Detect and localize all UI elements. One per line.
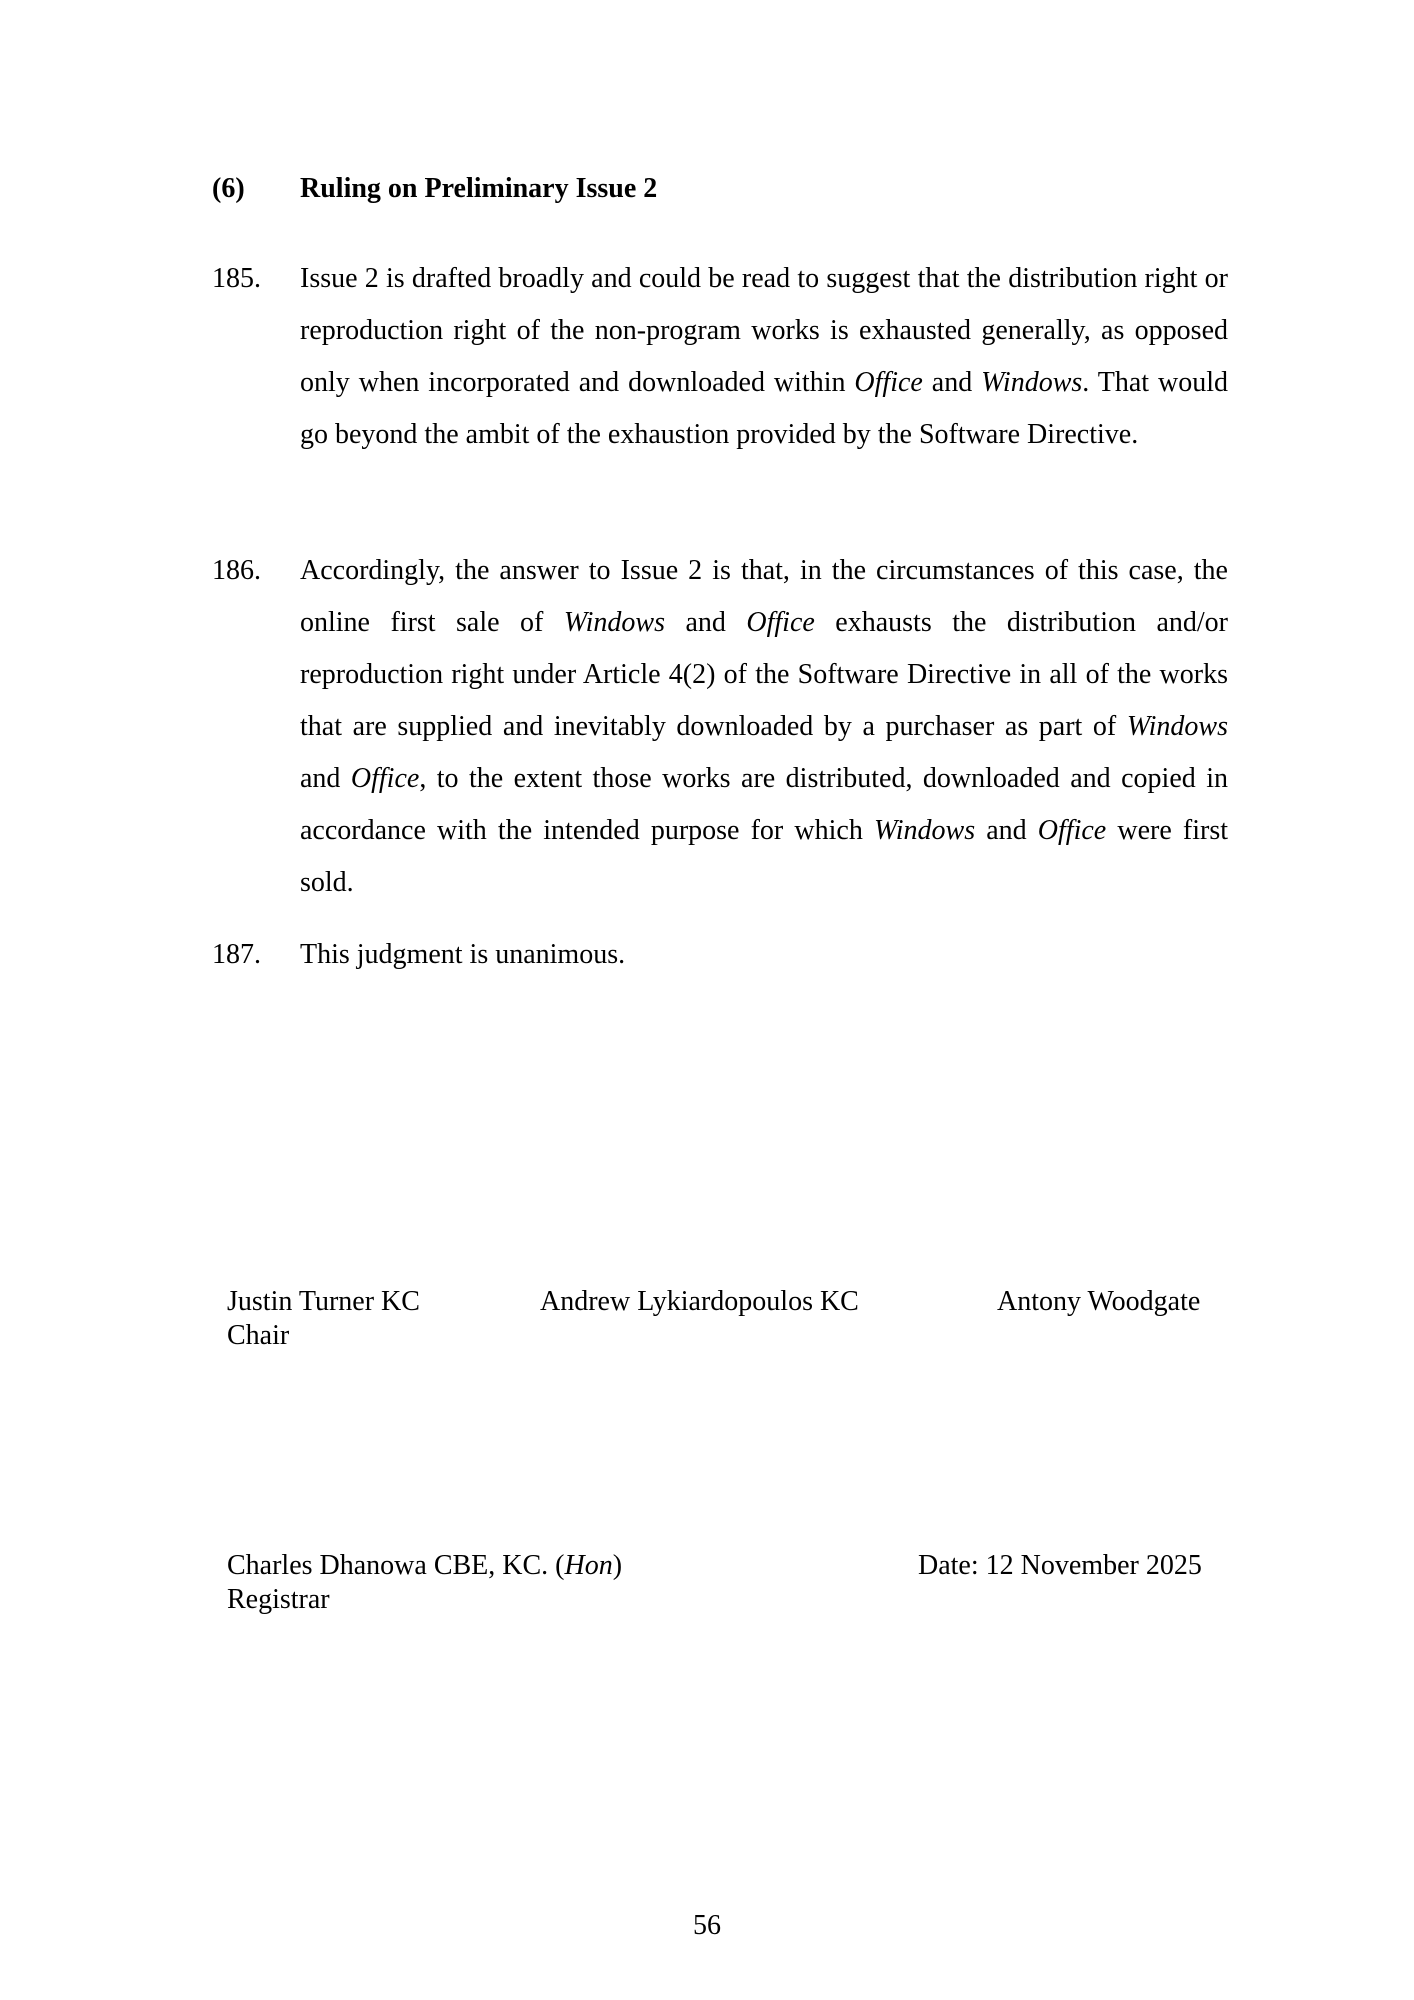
paragraph-187	[212, 929, 1228, 981]
paragraph-185-text: Issue 2 is drafted broadly and could be read to suggest that the distribution right or reproduction right of the non-program works is exhausted generally, as opposed only when incorporated and downloaded within Office and Windows. That would go beyond the ambit of the exhaustion provided by the Software Directive.	[300, 263, 1228, 450]
signatory-third-name: Antony Woodgate	[997, 1286, 1201, 1317]
judgment-date: Date: 12 November 2025	[918, 1550, 1202, 1581]
paragraph-186-text: Accordingly, the answer to Issue 2 is that, in the circumstances of this case, the online first sale of Windows and Office exhausts the distribution and/or reproduction right under Article 4(2) of the Software Directive in all of the works that are supplied and inevitably downloaded by a purchaser as part of Windows and Office, to the extent those works are distributed, downloaded and copied in accordance with the intended purpose for which Windows and Office were first sold.	[300, 555, 1228, 898]
paragraph-185	[212, 253, 1228, 461]
paragraph-187-text: This judgment is unanimous.	[300, 939, 626, 970]
section-heading-number: (6)	[212, 173, 245, 204]
signatory-chair-role: Chair	[227, 1320, 290, 1351]
registrar-name: Charles Dhanowa CBE, KC. (Hon)	[227, 1550, 623, 1581]
signatory-chair-name: Justin Turner KC	[227, 1286, 420, 1317]
section-heading-title: Ruling on Preliminary Issue 2	[300, 173, 658, 204]
paragraph-187-number: 187.	[212, 939, 261, 970]
signatory-chair	[227, 1285, 420, 1353]
section-heading	[212, 172, 1228, 206]
registrar-role: Registrar	[227, 1584, 330, 1615]
signatory-third	[997, 1285, 1200, 1319]
signatory-second-name: Andrew Lykiardopoulos KC	[540, 1286, 859, 1317]
paragraph-186	[212, 545, 1228, 909]
signatory-second	[540, 1285, 859, 1319]
paragraph-185-number: 185.	[212, 263, 261, 294]
registrar-block	[227, 1549, 622, 1617]
paragraph-186-number: 186.	[212, 555, 261, 586]
page-number: 56	[693, 1910, 721, 1941]
